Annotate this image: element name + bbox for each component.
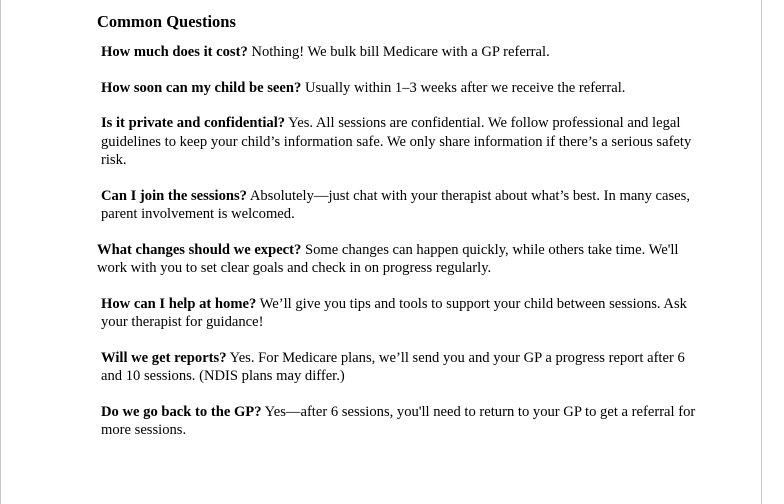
faq-question: Is it private and confidential? bbox=[101, 115, 286, 131]
faq-answer: Yes—after 6 sessions, you'll need to return to your GP to get a referral for more sessions. bbox=[101, 403, 696, 438]
faq-question: How soon can my child be seen? bbox=[101, 79, 302, 96]
faq-question: What changes should we expect? bbox=[97, 241, 302, 258]
faq-item-join-sessions bbox=[97, 187, 697, 224]
faq-item-cost bbox=[97, 43, 697, 62]
faq-answer: Some changes can happen quickly, while others take time. We'll work with you to set clear goals and check in on progress regularly. bbox=[97, 241, 679, 276]
faq-item-reports bbox=[97, 349, 697, 386]
page-edge-right bbox=[761, 0, 762, 504]
faq-answer: Absolutely—just chat with your therapist about what’s best. In many cases, parent involvement is welcomed. bbox=[101, 187, 690, 222]
faq-question: Do we go back to the GP? bbox=[101, 403, 262, 420]
faq-answer: Yes. For Medicare plans, we’ll send you and your GP a progress report after 6 and 10 sessions. (NDIS plans may differ.) bbox=[101, 349, 685, 384]
faq-question: Will we get reports? bbox=[101, 349, 227, 366]
faq-item-confidentiality bbox=[97, 114, 697, 170]
faq-answer: Nothing! We bulk bill Medicare with a GP referral. bbox=[251, 44, 550, 60]
document-body bbox=[97, 12, 697, 457]
faq-question: How can I help at home? bbox=[101, 295, 257, 312]
faq-item-help-at-home bbox=[97, 295, 697, 332]
faq-question: How much does it cost? bbox=[101, 44, 248, 60]
faq-item-gp-return bbox=[97, 403, 697, 440]
faq-question: Can I join the sessions? bbox=[101, 187, 247, 204]
section-heading: Common Questions bbox=[97, 12, 236, 31]
faq-answer: Usually within 1–3 weeks after we receive the referral. bbox=[304, 79, 626, 96]
page-edge-left bbox=[0, 0, 1, 504]
faq-answer: We’ll give you tips and tools to support your child between sessions. Ask your therapist for guidance! bbox=[101, 295, 687, 330]
faq-item-expected-changes bbox=[97, 241, 697, 278]
faq-item-wait-time bbox=[97, 79, 697, 98]
faq-answer: Yes. All sessions are confidential. We follow professional and legal guidelines to keep your child’s information safe. We only share information if there’s a serious safety risk. bbox=[101, 115, 692, 168]
